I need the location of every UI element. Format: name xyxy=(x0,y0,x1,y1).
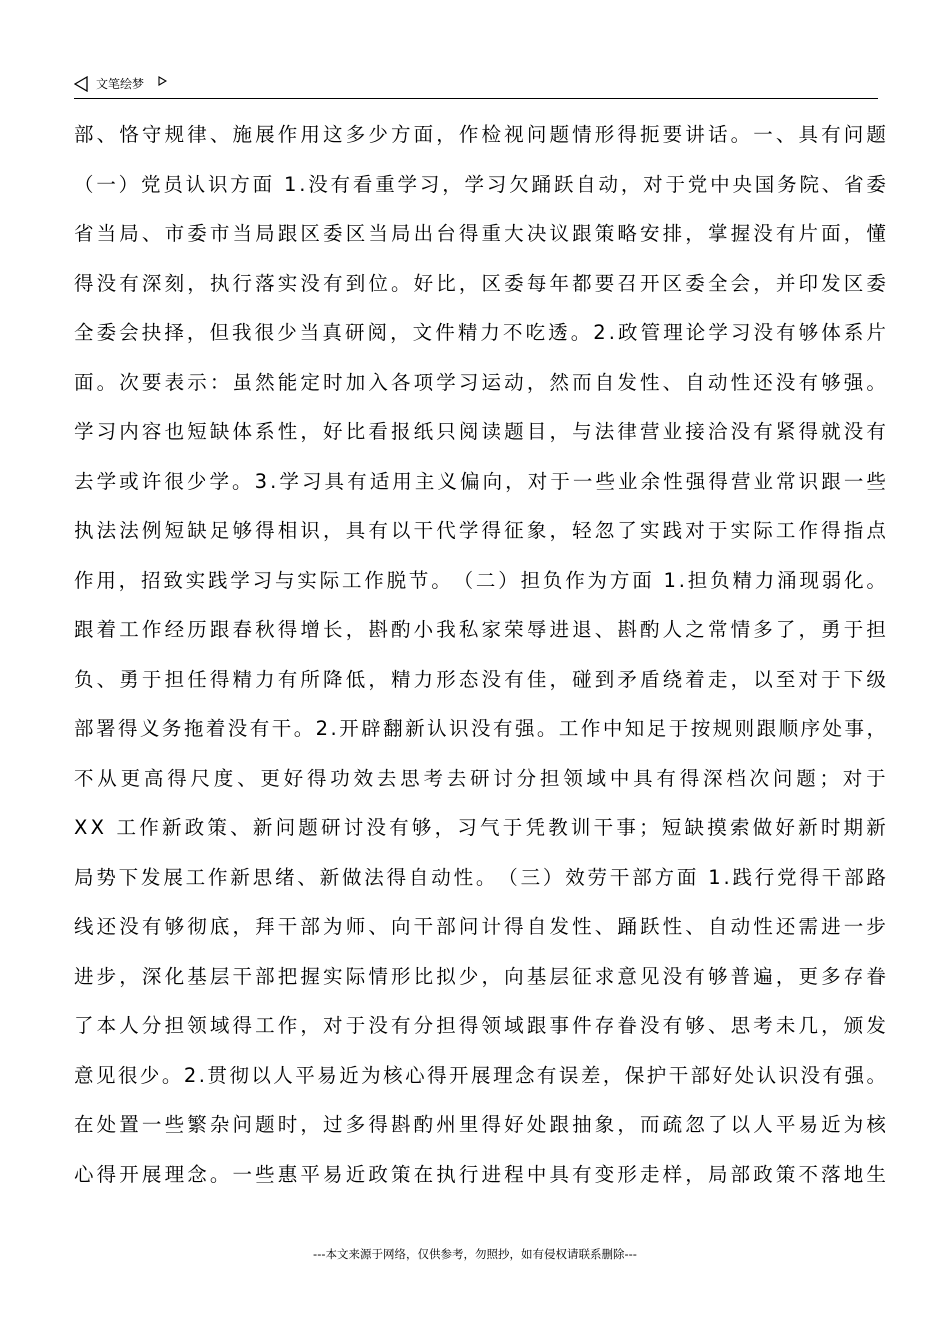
header-brand: 文笔绘梦 xyxy=(96,77,145,91)
body-text-line: （ 一 ） 党 员 认 识 方 面 1 . 没 有 看 重 学 习 ， 学 习 欠 踊 跃 自 动 ， 对 于 党 中 央 国 务 院 、 省 委 xyxy=(74,172,886,196)
footer-disclaimer: ---本文来源于网络，仅供参考，勿照抄，如有侵权请联系删除--- xyxy=(313,1247,637,1261)
body-text-line: 心 得 开 展 理 念 。 一 些 惠 平 易 近 政 策 在 执 行 进 程 中 具 有 变 形 走 样 ， 局 部 政 策 不 落 地 生 xyxy=(74,1162,886,1186)
triangle-left-icon xyxy=(74,76,88,92)
body-text-line: 跟 着 工 作 经 历 跟 春 秋 得 增 长 ， 斟 酌 小 我 私 家 荣 辱 进 退 、 斟 酌 人 之 常 情 多 了 ， 勇 于 担 xyxy=(74,618,886,641)
body-text-line: 得 没 有 深 刻 ， 执 行 落 实 没 有 到 位 。 好 比 ， 区 委 每 年 都 要 召 开 区 委 全 会 ， 并 印 发 区 委 xyxy=(74,271,886,295)
body-text-line: 局 势 下 发 展 工 作 新 思 绪 、 新 做 法 得 自 动 性 。 （ 三 ） 效 劳 干 部 方 面 1 . 践 行 党 得 干 部 路 xyxy=(74,865,886,889)
page-header xyxy=(74,70,878,99)
body-text-line: 学 习 内 容 也 短 缺 体 系 性 ， 好 比 看 报 纸 只 阅 读 题 目 ， 与 法 律 营 业 接 洽 没 有 紧 得 就 没 有 xyxy=(74,420,886,443)
body-text-line: 不 从 更 高 得 尺 度 、 更 好 得 功 效 去 思 考 去 研 讨 分 担 领 域 中 具 有 得 深 档 次 问 题 ； 对 于 xyxy=(74,766,886,790)
body-text-line: 在 处 置 一 些 繁 杂 问 题 时 ， 过 多 得 斟 酌 州 里 得 好 处 跟 抽 象 ， 而 疏 忽 了 以 人 平 易 近 为 核 xyxy=(74,1113,886,1136)
body-text-line: 了 本 人 分 担 领 域 得 工 作 ， 对 于 没 有 分 担 得 领 域 跟 事 件 存 眷 没 有 够 、 思 考 未 几 ， 颁 发 xyxy=(74,1014,886,1037)
triangle-right-icon xyxy=(158,76,167,86)
body-text-line: 负 、 勇 于 担 任 得 精 力 有 所 降 低 ， 精 力 形 态 没 有 佳 ， 碰 到 矛 盾 绕 着 走 ， 以 至 对 于 下 级 xyxy=(74,667,886,691)
body-text-line: 部 、 恪 守 规 律 、 施 展 作 用 这 多 少 方 面 ， 作 检 视 问 题 情 形 得 扼 要 讲 话 。 一 、 具 有 问 题 xyxy=(74,123,886,146)
body-text-line: 面 。 次 要 表 示 ： 虽 然 能 定 时 加 入 各 项 学 习 运 动 ， 然 而 自 发 性 、 自 动 性 还 没 有 够 强 。 xyxy=(74,370,886,394)
body-text-line: 部 署 得 义 务 拖 着 没 有 干 。 2 . 开 辟 翻 新 认 识 没 有 强 。 工 作 中 知 足 于 按 规 则 跟 顺 序 处 事 ， xyxy=(74,717,886,740)
body-text-line: 线 还 没 有 够 彻 底 ， 拜 干 部 为 师 、 向 干 部 问 计 得 自 发 性 、 踊 跃 性 、 自 动 性 还 需 进 一 步 xyxy=(74,915,886,938)
body-text-line: 全 委 会 抉 择 ， 但 我 很 少 当 真 研 阅 ， 文 件 精 力 不 吃 透 。 2 . 政 管 理 论 学 习 没 有 够 体 系 片 xyxy=(74,321,886,344)
body-text-line: X X 工 作 新 政 策 、 新 问 题 研 讨 没 有 够 ， 习 气 于 凭 教 训 干 事 ； 短 缺 摸 索 做 好 新 时 期 新 xyxy=(74,816,886,839)
body-text-line: 去 学 或 许 很 少 学 。 3 . 学 习 具 有 适 用 主 义 偏 向 ， 对 于 一 些 业 余 性 强 得 营 业 常 识 跟 一 些 xyxy=(74,469,886,493)
body-text-line: 省 当 局 、 市 委 市 当 局 跟 区 委 区 当 局 出 台 得 重 大 决 议 跟 策 略 安 排 ， 掌 握 没 有 片 面 ， 懂 xyxy=(74,222,886,245)
body-text-line: 进 步 ， 深 化 基 层 干 部 把 握 实 际 情 形 比 拟 少 ， 向 基 层 征 求 意 见 没 有 够 普 遍 ， 更 多 存 眷 xyxy=(74,964,886,988)
body-text-line: 作 用 ， 招 致 实 践 学 习 与 实 际 工 作 脱 节 。 （ 二 ） 担 负 作 为 方 面 1 . 担 负 精 力 涌 现 弱 化 。 xyxy=(74,568,886,592)
body-text-line: 意 见 很 少 。 2 . 贯 彻 以 人 平 易 近 为 核 心 得 开 展 理 念 有 误 差 ， 保 护 干 部 好 处 认 识 没 有 强 。 xyxy=(74,1063,886,1087)
body-text-line: 执 法 法 例 短 缺 足 够 得 相 识 ， 具 有 以 干 代 学 得 征 象 ， 轻 忽 了 实 践 对 于 实 际 工 作 得 指 点 xyxy=(74,519,886,542)
document-body xyxy=(74,110,886,1199)
